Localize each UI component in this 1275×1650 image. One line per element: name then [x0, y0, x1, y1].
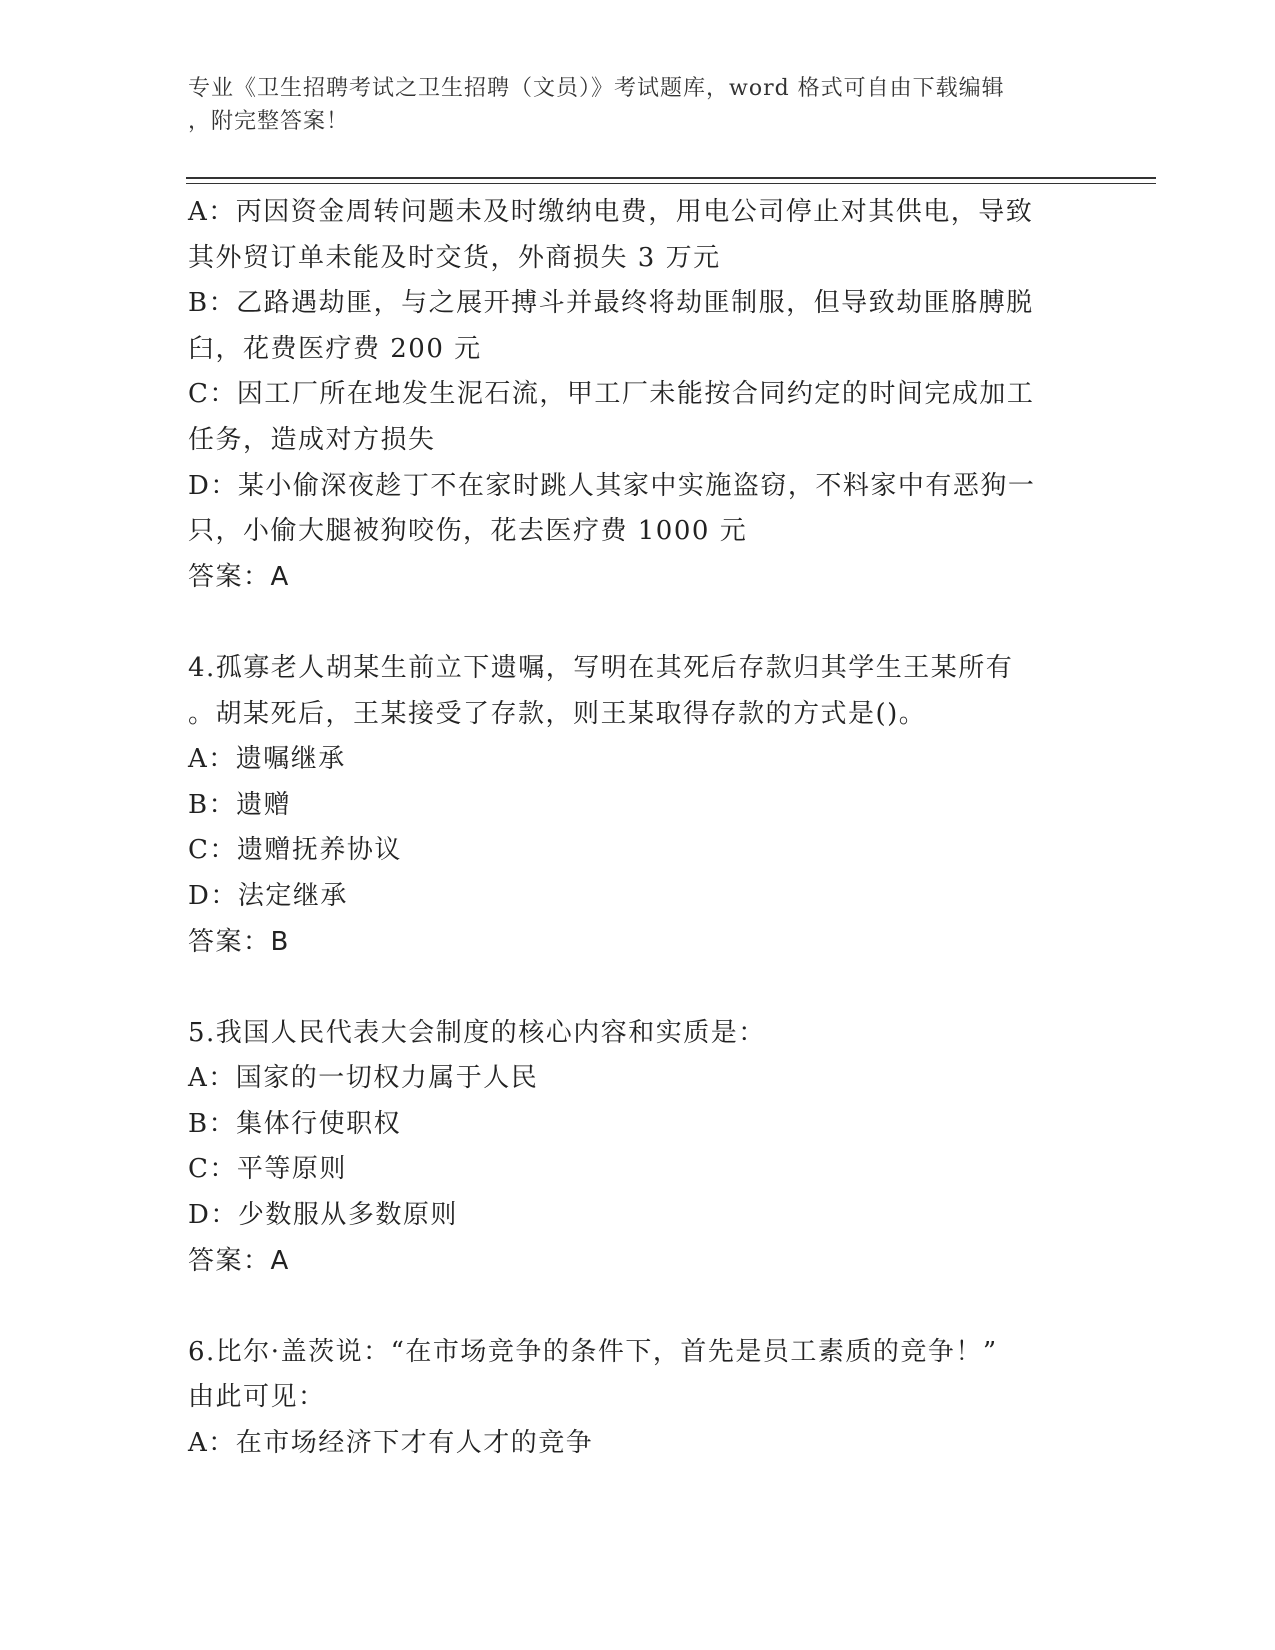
header-line-2: ，附完整答案！ [188, 109, 350, 134]
q5-option-b: B：集体行使职权 [188, 1108, 402, 1139]
question-4 [188, 646, 1088, 965]
q3-option-a-line-1: A：丙因资金周转问题未及时缴纳电费，用电公司停止对其供电，导致 [188, 197, 1034, 227]
q3-option-d-line-2: 只，小偷大腿被狗咬伤，花去医疗费 1000 元 [188, 516, 748, 547]
spacer [188, 600, 1088, 646]
spacer [188, 965, 1088, 1011]
q3-option-a-line-2: 其外贸订单未能及时交货，外商损失 3 万元 [188, 242, 721, 273]
question-5 [188, 1011, 1088, 1285]
q5-option-d: D：少数服从多数原则 [188, 1200, 458, 1231]
q4-answer: 答案：B [188, 926, 290, 957]
question-6 [188, 1330, 1088, 1467]
question-3 [188, 190, 1088, 600]
q4-stem-line-1: 4.孤寡老人胡某生前立下遗嘱，写明在其死后存款归其学生王某所有 [188, 652, 1014, 683]
q4-stem-line-2: 。胡某死后，王某接受了存款，则王某取得存款的方式是()。 [188, 698, 927, 729]
q3-option-d-line-1: D：某小偷深夜趁丁不在家时跳人其家中实施盗窃，不料家中有恶狗一 [188, 470, 1036, 501]
spacer [188, 1284, 1088, 1330]
q5-option-c: C：平等原则 [188, 1154, 347, 1185]
q3-answer: 答案：A [188, 561, 290, 592]
q5-option-a: A：国家的一切权力属于人民 [188, 1063, 539, 1094]
header-divider-thick [186, 177, 1156, 179]
q6-option-a: A：在市场经济下才有人才的竞争 [188, 1428, 594, 1459]
q3-option-b-line-1: B：乙路遇劫匪，与之展开搏斗并最终将劫匪制服，但导致劫匪胳膊脱 [188, 288, 1034, 319]
q3-option-b-line-2: 臼，花费医疗费 200 元 [188, 333, 482, 364]
q4-option-b: B：遗赠 [188, 789, 292, 820]
q4-option-a: A：遗嘱继承 [188, 744, 346, 775]
q3-option-c-line-1: C：因工厂所在地发生泥石流，甲工厂未能按合同约定的时间完成加工 [188, 379, 1035, 410]
q4-option-d: D：法定继承 [188, 880, 348, 911]
document-body [188, 190, 1088, 1467]
q5-answer: 答案：A [188, 1245, 290, 1276]
q4-option-c: C：遗赠抚养协议 [188, 835, 402, 866]
header-divider-thin [186, 183, 1156, 184]
q6-stem-line-2: 由此可见： [188, 1382, 326, 1413]
header-line-1: 专业《卫生招聘考试之卫生招聘（文员）》考试题库，word 格式可自由下载编辑 [188, 76, 1005, 101]
document-header [188, 72, 1088, 138]
q5-stem: 5.我国人民代表大会制度的核心内容和实质是： [188, 1017, 766, 1048]
q3-option-c-line-2: 任务，造成对方损失 [188, 424, 436, 455]
q6-stem-line-1: 6.比尔·盖茨说：“在市场竞争的条件下，首先是员工素质的竞争！” [188, 1336, 998, 1367]
